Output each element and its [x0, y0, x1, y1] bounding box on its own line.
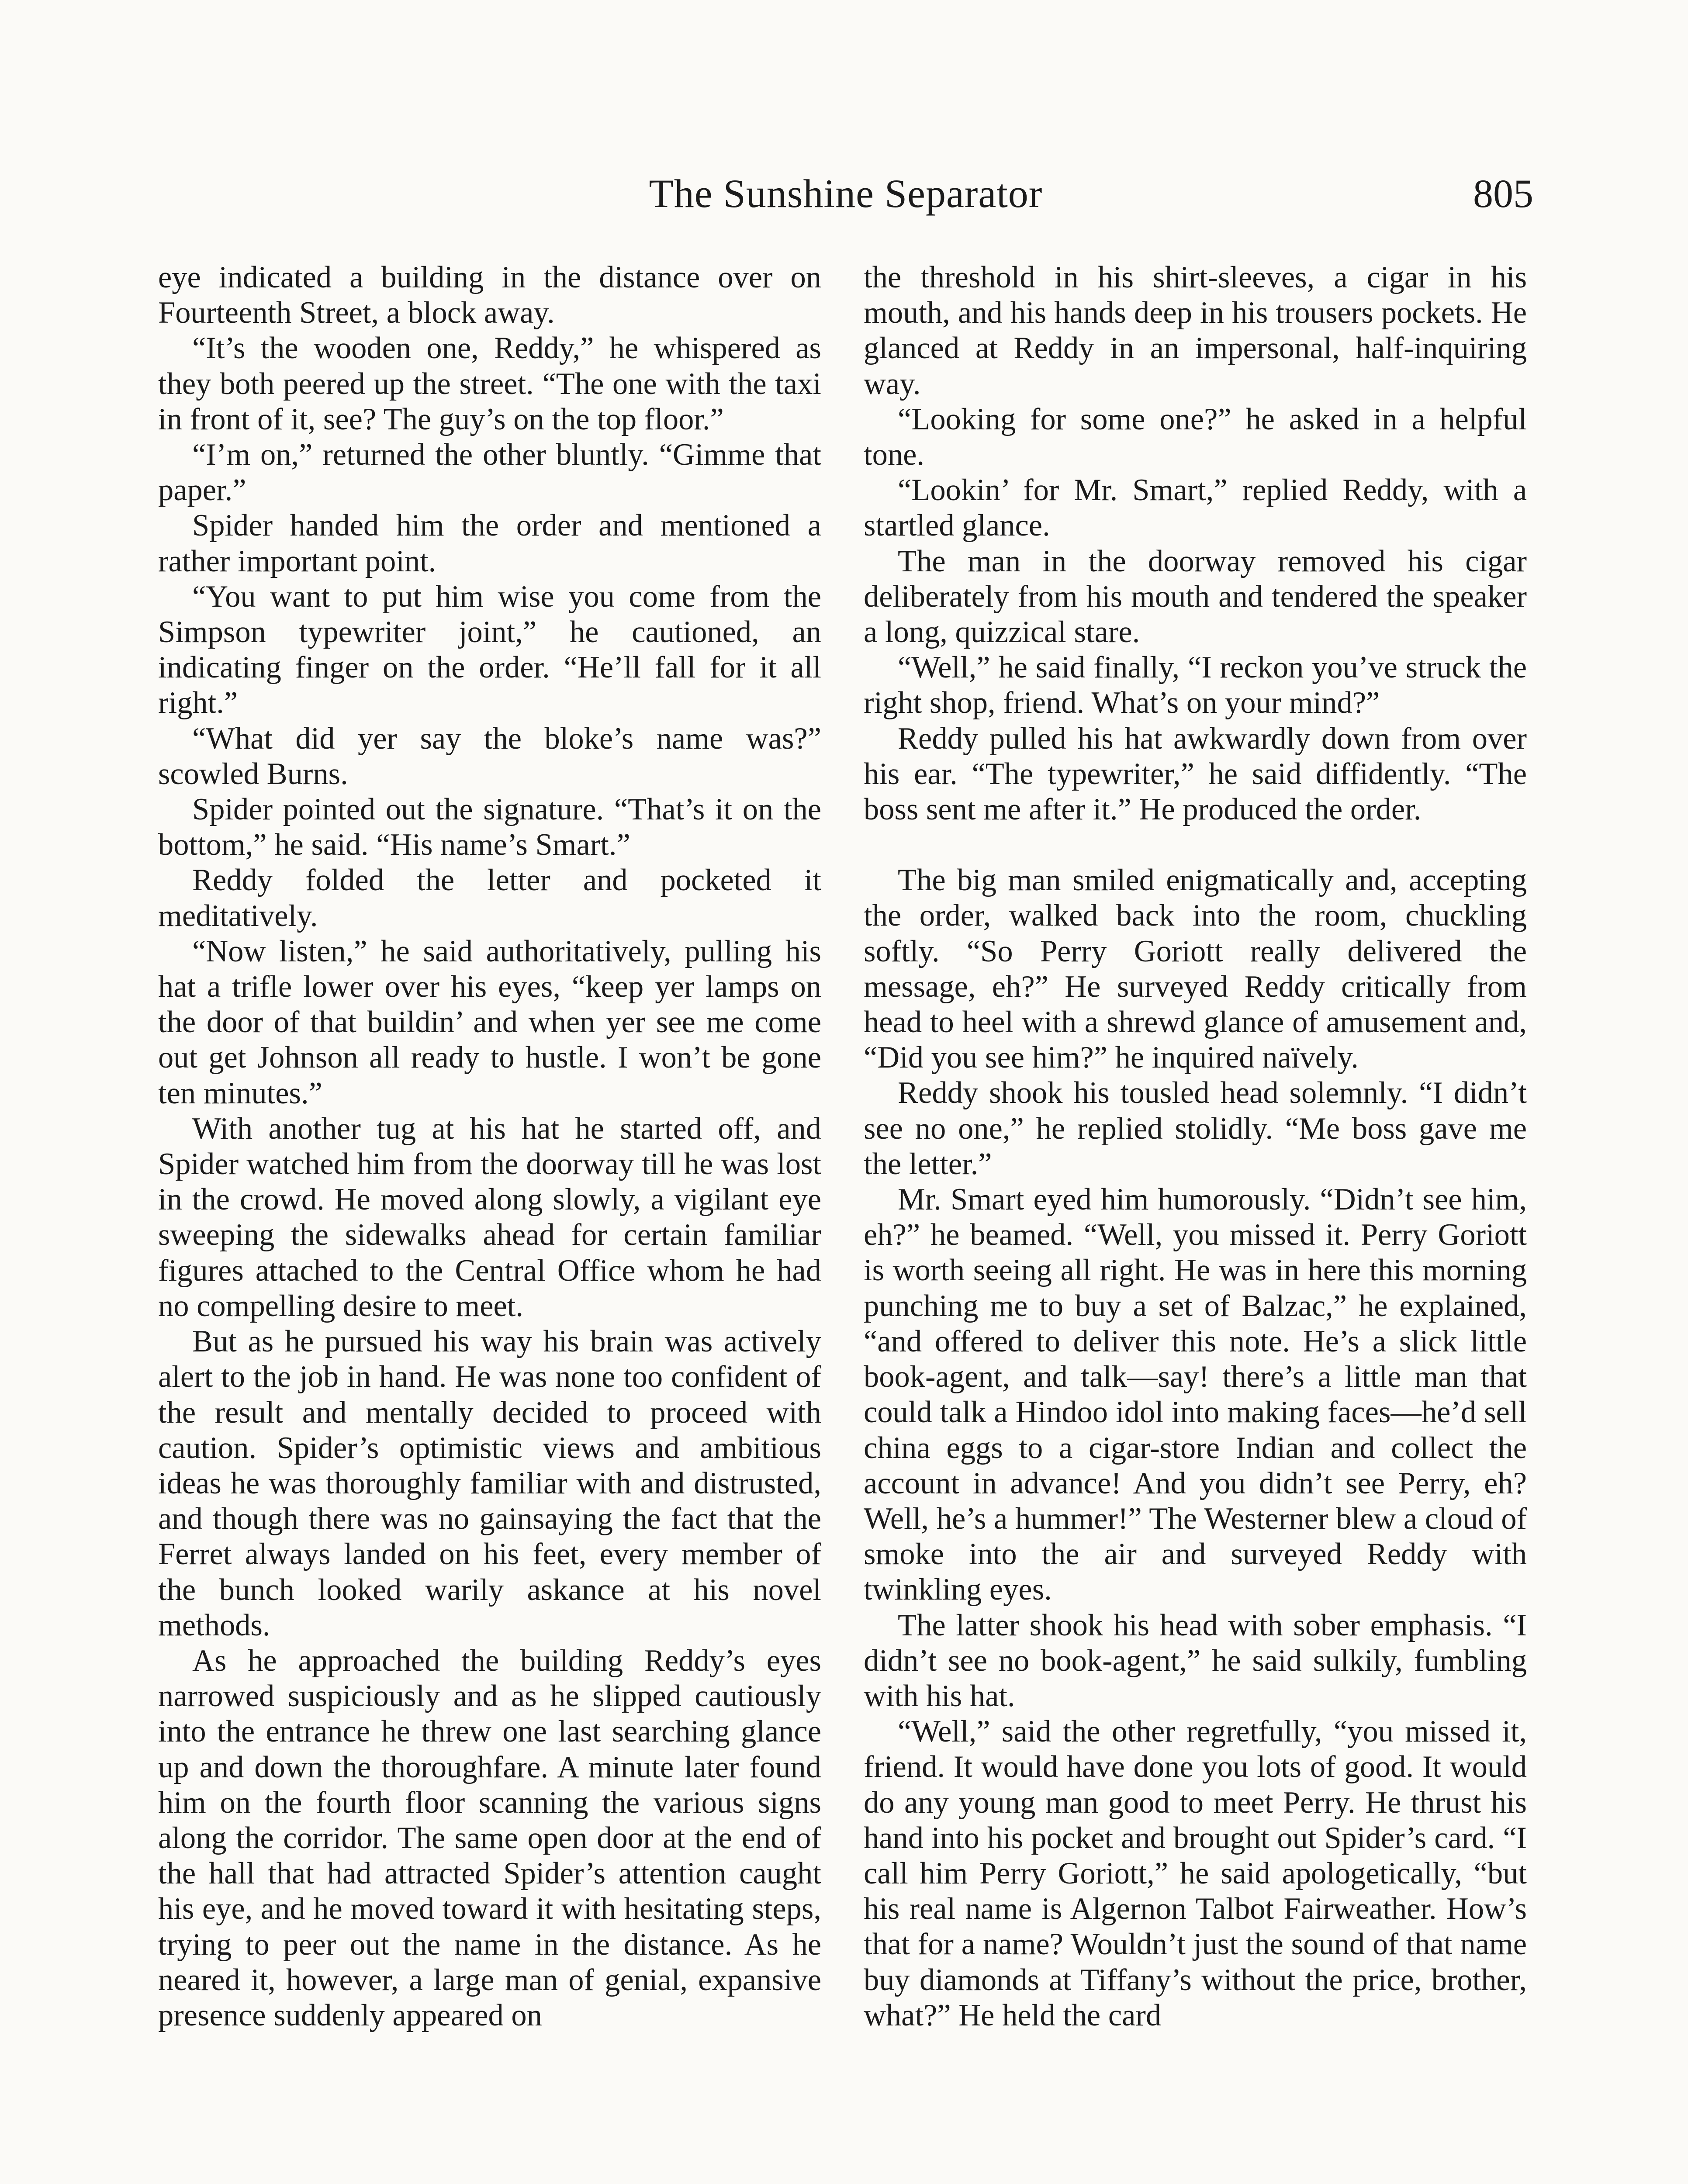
paragraph: “Looking for some one?” he asked in a helpful tone. — [864, 402, 1527, 472]
paragraph: Spider handed him the order and mentioned a rather important point. — [158, 508, 821, 578]
paragraph: “It’s the wooden one, Reddy,” he whispered as they both peered up the street. “The one with the taxi in front of it, see? The guy’s on the top floor.” — [158, 331, 821, 436]
paragraph: “Now listen,” he said authoritatively, pulling his hat a trifle lower over his eyes, “keep yer lamps on the door of that buildin’ and when yer see me come out get Johnson all ready to hustle. I won’t be gone ten minutes.” — [158, 934, 821, 1110]
paragraph: The man in the doorway removed his cigar deliberately from his mouth and tendered the speaker a long, quizzical stare. — [864, 544, 1527, 650]
paragraph: “Lookin’ for Mr. Smart,” replied Reddy, with a startled glance. — [864, 473, 1527, 543]
running-title: The Sunshine Separator — [649, 171, 1043, 216]
paragraph: But as he pursued his way his brain was actively alert to the job in hand. He was none too confident of the result and mentally decided to proceed with caution. Spider’s optimistic views and ambitious ideas he was thoroughly familiar with and distrusted, and though there was no gainsaying the fact that the Ferret always landed on his feet, every member of the bunch looked warily askance at his novel methods. — [158, 1324, 821, 1642]
paragraph: Reddy pulled his hat awkwardly down from over his ear. “The typewriter,” he said diffidently. “The boss sent me after it.” He produced the order. — [864, 721, 1527, 827]
paragraph: Spider pointed out the signature. “That’s it on the bottom,” he said. “His name’s Smart.” — [158, 792, 821, 862]
paragraph: eye indicated a building in the distance over on Fourteenth Street, a block away. — [158, 260, 821, 330]
left-column — [158, 260, 821, 2033]
paragraph: As he approached the building Reddy’s eyes narrowed suspiciously and as he slipped cautiously into the entrance he threw one last searching glance up and down the thoroughfare. A minute later found him on the fourth floor scanning the various signs along the corridor. The same open door at the end of the hall that had attracted Spider’s attention caught his eye, and he moved toward it with hesitating steps, trying to peer out the name in the distance. As he neared it, however, a large man of genial, expansive presence suddenly appeared on — [158, 1643, 821, 2032]
page-header — [158, 165, 1533, 231]
paragraph: “Well,” said the other regretfully, “you missed it, friend. It would have done you lots of good. It would do any young man good to meet Perry. He thrust his hand into his pocket and brought out Spider’s card. “I call him Perry Goriott,” he said apologetically, “but his real name is Algernon Talbot Fairweather. How’s that for a name? Wouldn’t just the sound of that name buy diamonds at Tiffany’s without the price, brother, what?” He held the card — [864, 1714, 1527, 2032]
right-column — [864, 260, 1527, 2033]
paragraph: “Well,” he said finally, “I reckon you’ve struck the right shop, friend. What’s on your mind?” — [864, 650, 1527, 720]
paragraph: Reddy folded the letter and pocketed it meditatively. — [158, 863, 821, 933]
paragraph: “You want to put him wise you come from the Simpson typewriter joint,” he cautioned, an indicating finger on the order. “He’ll fall for it all right.” — [158, 579, 821, 720]
paragraph: Mr. Smart eyed him humorously. “Didn’t see him, eh?” he beamed. “Well, you missed it. Perry Goriott is worth seeing all right. He was in here this morning punching me to buy a set of Balzac,” he explained, “and offered to deliver this note. He’s a slick little book-agent, and talk—say! there’s a little man that could talk a Hindoo idol into making faces—he’d sell china eggs to a cigar-store Indian and collect the account in advance! And you didn’t see Perry, eh? Well, he’s a hummer!” The Westerner blew a cloud of smoke into the air and surveyed Reddy with twinkling eyes. — [864, 1182, 1527, 1607]
paragraph: With another tug at his hat he started off, and Spider watched him from the doorway till he was lost in the crowd. He moved along slowly, a vigilant eye sweeping the sidewalks ahead for certain familiar figures attached to the Central Office whom he had no compelling desire to meet. — [158, 1111, 821, 1323]
paragraph: Reddy shook his tousled head solemnly. “I didn’t see no one,” he replied stolidly. “Me boss gave me the letter.” — [864, 1076, 1527, 1181]
paragraph: The big man smiled enigmatically and, accepting the order, walked back into the room, chuckling softly. “So Perry Goriott really delivered the message, eh?” He surveyed Reddy critically from head to heel with a shrewd glance of amusement and, “Did you see him?” he inquired naïvely. — [864, 863, 1527, 1075]
page-number: 805 — [1473, 171, 1533, 216]
paragraph: The latter shook his head with sober emphasis. “I didn’t see no book-agent,” he said sulkily, fumbling with his hat. — [864, 1608, 1527, 1713]
paragraph: “What did yer say the bloke’s name was?” scowled Burns. — [158, 721, 821, 791]
paragraph: the threshold in his shirt-sleeves, a cigar in his mouth, and his hands deep in his trousers pockets. He glanced at Reddy in an impersonal, half-inquiring way. — [864, 260, 1527, 401]
paragraph: “I’m on,” returned the other bluntly. “Gimme that paper.” — [158, 438, 821, 508]
